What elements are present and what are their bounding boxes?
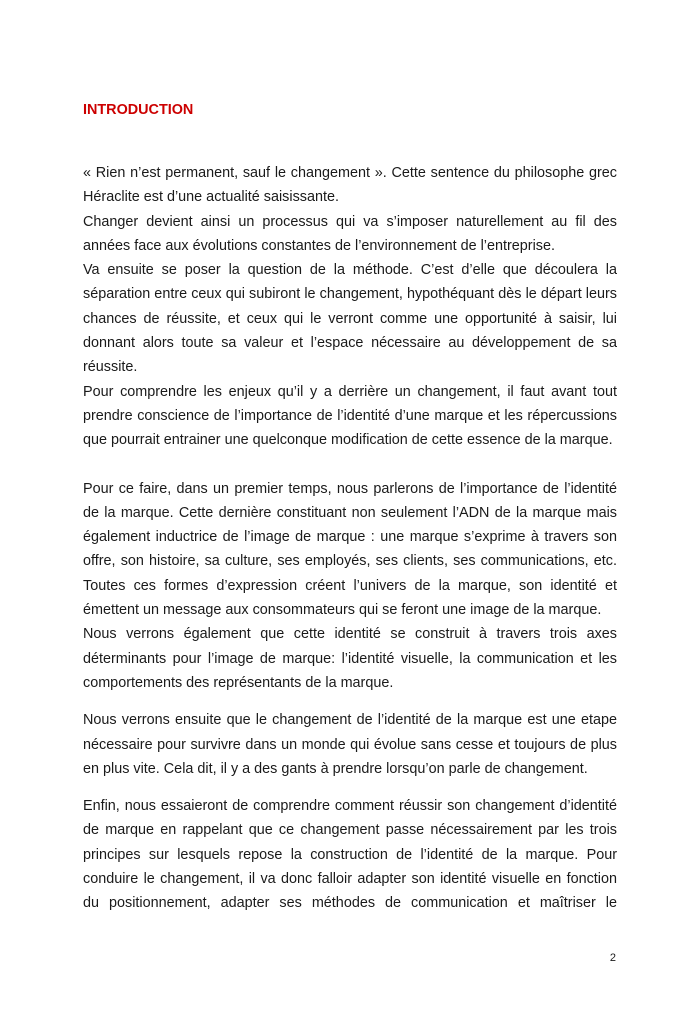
section-heading: INTRODUCTION [83,102,194,118]
paragraph-brand-identity-stakes: Pour comprendre les enjeux qu’il y a derrière un changement, il faut avant tout prendre conscience de l’importance de l’identité d’une marque et les répercussions que pourrait entrainer une quelconque modification de cette essence de la marque. [83,383,617,449]
paragraph-second-part: Nous verrons ensuite que le changement de l’identité de la marque est une etape nécessaire pour survivre dans un monde qui évolue sans cesse et toujours de plus en plus vite. Cela dit, il y a des gants à prendre lorsqu’on parle de changement. [83,712,617,777]
paragraph-change-process: Changer devient ainsi un processus qui va s’imposer naturellement au fil des années face aux évolutions constantes de l’environnement de l’entreprise. [83,213,617,254]
paragraph-third-part: Enfin, nous essaieront de comprendre comment réussir son changement d’identité de marque en rappelant que ce changement passe nécessairement par les trois principes sur lesquels repose la construction de l’identité de la marque. Pour conduire le changement, il va donc falloir adapter son identité visuelle en fonction du positionnement, adapter ses méthodes de communication et maîtriser le [83,798,617,912]
paragraph-three-axes: Nous verrons également que cette identité se construit à travers trois axes déterminants pour l’image de marque: l’identité visuelle, la communication et les comportements des représentants de la marque. [83,626,617,691]
paragraph-method-question: Va ensuite se poser la question de la méthode. C’est d’elle que découlera la séparation entre ceux qui subiront le changement, hypothéquant dès le départ leurs chances de réussite, et ceux qui le verront comme une opportunité à saisir, lui donnant alors toute sa valeur et l’espace nécessaire au développement de sa réussite. [83,262,617,376]
paragraph-first-part: Pour ce faire, dans un premier temps, nous parlerons de l’importance de l’identité de la marque. Cette dernière constituant non seulement l’ADN de la marque mais également inductrice de l’image de marque : une marque s’exprime à travers son offre, son histoire, sa culture, ses employés, ses clients, ses communications, etc. Toutes ces formes d’expression créent l’univers de la marque, son identité et émettent un message aux consommateurs qui se feront une image de la marque. [83,480,617,619]
page-number: 2 [609,952,616,964]
page-body [83,100,617,916]
paragraph-heraclite-quote: « Rien n’est permanent, sauf le changement ». Cette sentence du philosophe grec Héraclite est d’une actualité saisissante. [83,165,617,206]
